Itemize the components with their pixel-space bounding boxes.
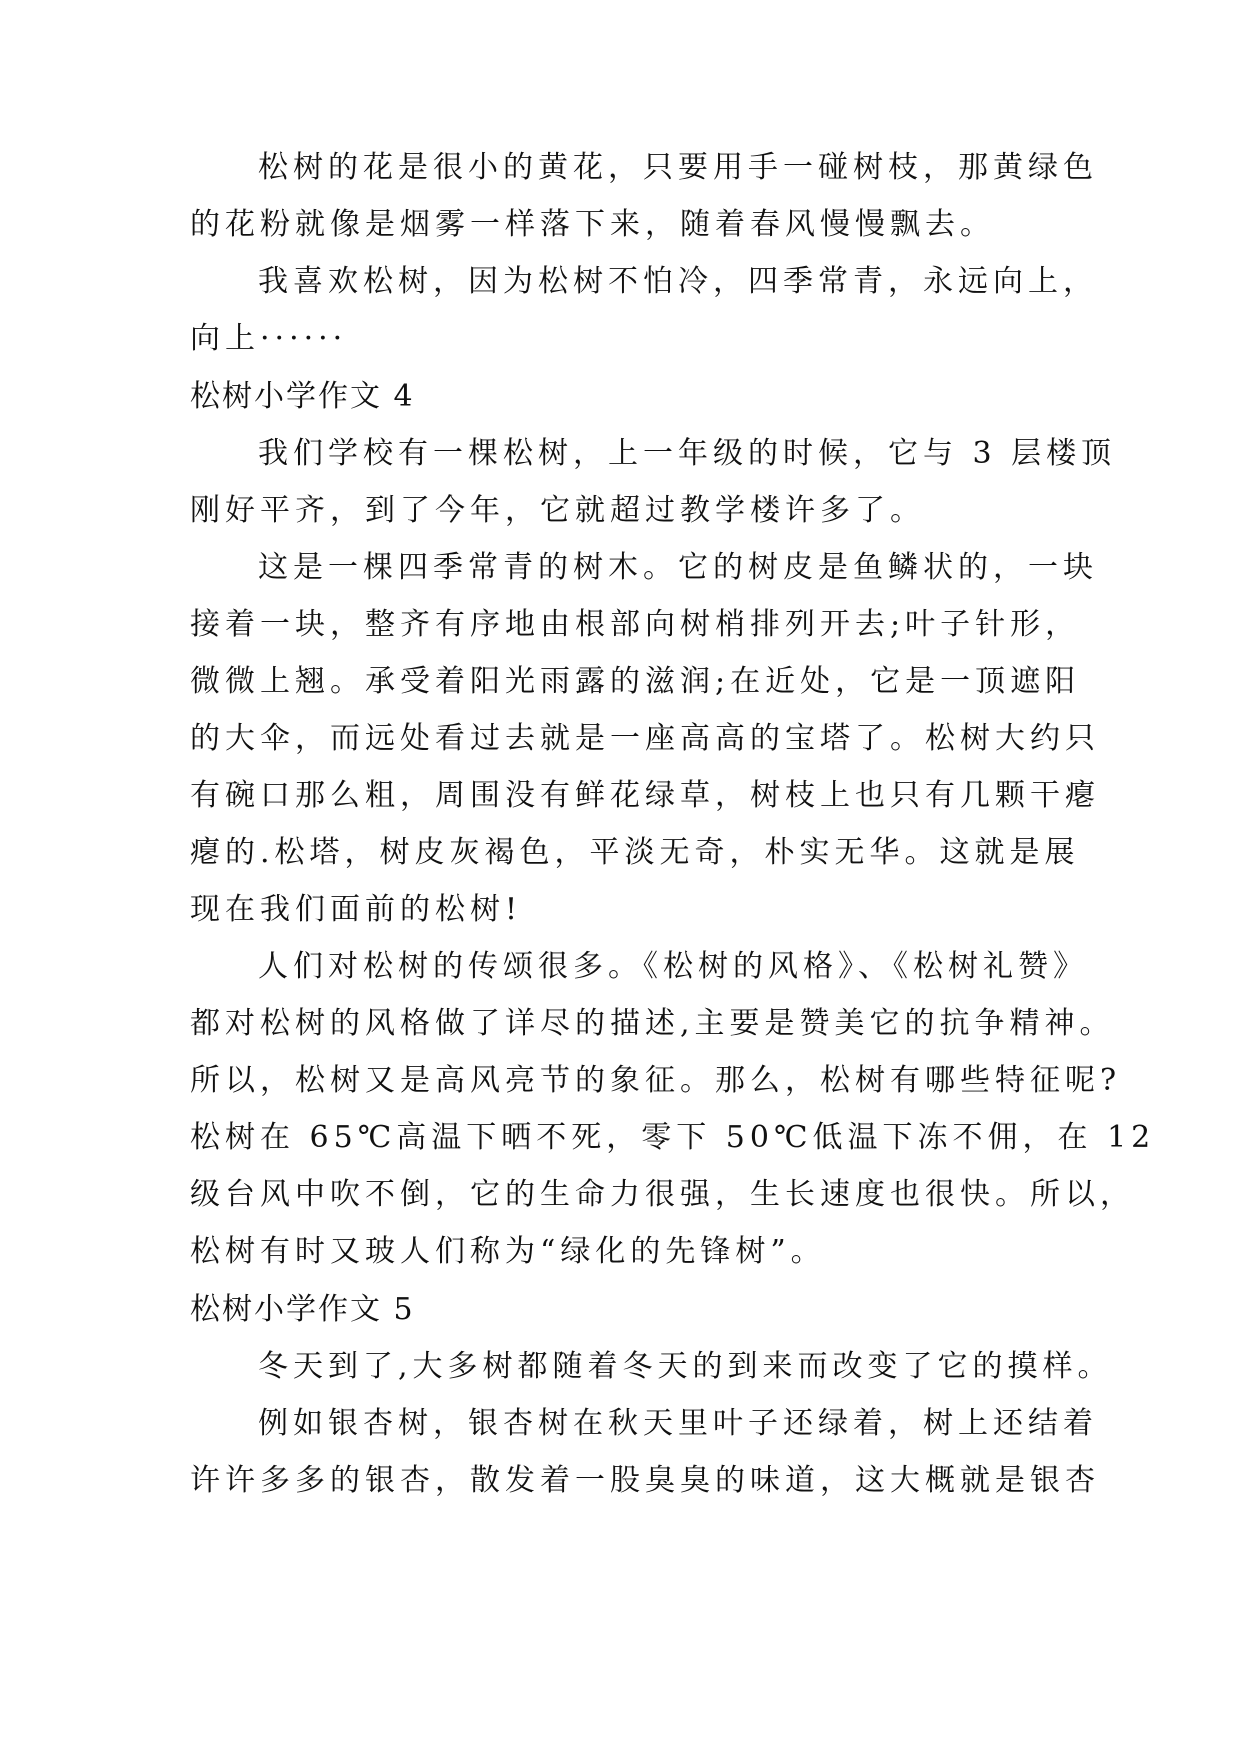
paragraph-line: 这是一棵四季常青的树木。它的树皮是鱼鳞状的，一块 <box>258 550 1098 585</box>
paragraph-line: 级台风中吹不倒，它的生命力很强，生长速度也很快。所以， <box>190 1177 1135 1212</box>
paragraph-line: 现在我们面前的松树! <box>190 892 523 927</box>
paragraph-line: 有碗口那么粗，周围没有鲜花绿草，树枝上也只有几颗干瘪 <box>190 778 1100 813</box>
section-title: 松树小学作文 5 <box>190 1292 415 1327</box>
paragraph-line: 的花粉就像是烟雾一样落下来，随着春风慢慢飘去。 <box>190 207 995 242</box>
paragraph-line: 刚好平齐，到了今年，它就超过教学楼许多了。 <box>190 493 925 528</box>
paragraph-line: 微微上翘。承受着阳光雨露的滋润;在近处，它是一顶遮阳 <box>190 664 1081 699</box>
paragraph-line: 松树在 65℃高温下晒不死，零下 50℃低温下冻不佣，在 12 <box>190 1120 1156 1155</box>
paragraph-line: 松树的花是很小的黄花，只要用手一碰树枝，那黄绿色 <box>258 150 1098 185</box>
paragraph-line: 我喜欢松树，因为松树不怕冷，四季常青，永远向上， <box>258 264 1098 299</box>
paragraph-line: 接着一块，整齐有序地由根部向树梢排列开去;叶子针形， <box>190 607 1081 642</box>
paragraph-line: 许许多多的银杏，散发着一股臭臭的味道，这大概就是银杏 <box>190 1463 1100 1498</box>
paragraph-line: 例如银杏树，银杏树在秋天里叶子还绿着，树上还结着 <box>258 1406 1098 1441</box>
section-title: 松树小学作文 4 <box>190 379 415 414</box>
paragraph-line: 的大伞，而远处看过去就是一座高高的宝塔了。松树大约只 <box>190 721 1100 756</box>
paragraph-line: 松树有时又玻人们称为“绿化的先锋树”。 <box>190 1234 826 1269</box>
paragraph-line: 瘪的.松塔，树皮灰褐色，平淡无奇，朴实无华。这就是展 <box>190 835 1080 870</box>
paragraph-line: 冬天到了,大多树都随着冬天的到来而改变了它的摸样。 <box>258 1349 1113 1384</box>
paragraph-line: 都对松树的风格做了详尽的描述,主要是赞美它的抗争精神。 <box>190 1006 1115 1041</box>
paragraph-line: 我们学校有一棵松树，上一年级的时候，它与 3 层楼顶 <box>258 436 1117 471</box>
paragraph-line: 人们对松树的传颂很多。《松树的风格》、《松树礼赞》 <box>258 949 1088 984</box>
paragraph-line: 向上······ <box>190 321 348 356</box>
paragraph-line: 所以，松树又是高风亮节的象征。那么，松树有哪些特征呢? <box>190 1063 1122 1098</box>
